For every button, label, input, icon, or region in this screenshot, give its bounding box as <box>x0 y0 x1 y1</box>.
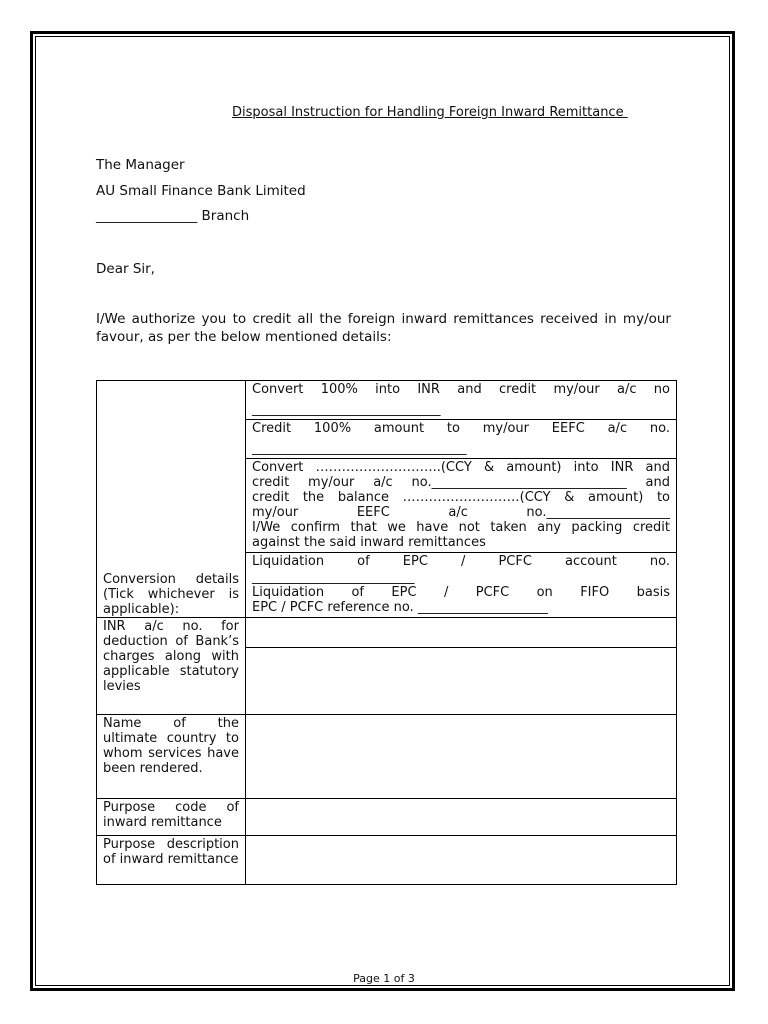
inr-account-cell <box>246 618 677 715</box>
table-row-inr-account <box>97 618 677 715</box>
option-text: credit my/our a/c no.______________________________ and <box>252 475 670 490</box>
account-blank[interactable]: _________________________________ <box>252 441 467 456</box>
document-title: Disposal Instruction for Handling Foreign Inward Remittance <box>232 105 628 120</box>
option-text: Convert 100% into INR and credit my/our a/c no <box>252 382 670 397</box>
page-number: Page 1 of 3 <box>353 972 415 985</box>
intro-paragraph: I/We authorize you to credit all the foreign inward remittances received in my/our favour, as per the below mentioned details: <box>96 311 671 345</box>
option-convert-100-inr[interactable] <box>246 381 676 420</box>
option-text: Convert ………………………..(CCY & amount) into INR and <box>252 460 670 475</box>
addressee-line-2: AU Small Finance Bank Limited <box>96 183 306 199</box>
conversion-options-cell <box>246 381 677 618</box>
option-text: Credit 100% amount to my/our EEFC a/c no. <box>252 421 670 436</box>
table-row-purpose-description <box>97 836 677 885</box>
option-liquidation-epc-account[interactable] <box>246 553 676 585</box>
purpose-code-label: Purpose code of inward remittance <box>97 799 246 836</box>
table-row-conversion <box>97 381 677 618</box>
option-text: against the said inward remittances <box>252 535 486 550</box>
remittance-details-table <box>96 380 677 885</box>
account-blank[interactable]: _________________________ <box>252 570 415 585</box>
option-text: Liquidation of EPC / PCFC account no. <box>252 554 670 569</box>
salutation: Dear Sir, <box>96 261 155 277</box>
table-row-country <box>97 715 677 799</box>
option-text: my/our EEFC a/c no.___________________ <box>252 505 670 520</box>
option-credit-100-eefc[interactable] <box>246 420 676 459</box>
reference-blank[interactable]: EPC / PCFC reference no. ____________________ <box>252 600 548 615</box>
option-text: I/We confirm that we have not taken any packing credit <box>252 520 670 535</box>
addressee-line-1: The Manager <box>96 157 185 173</box>
branch-field[interactable]: _______________ Branch <box>96 208 250 224</box>
option-liquidation-fifo[interactable] <box>246 585 676 617</box>
inr-account-field-1[interactable] <box>246 618 676 648</box>
country-label: Name of the ultimate country to whom services have been rendered. <box>97 715 246 799</box>
conversion-details-label: Conversion details (Tick whichever is applicable): <box>97 381 246 618</box>
inr-account-label: INR a/c no. for deduction of Bank’s charges along with applicable statutory levies <box>97 618 246 715</box>
table-row-purpose-code <box>97 799 677 836</box>
purpose-code-field[interactable] <box>246 799 677 836</box>
purpose-description-label: Purpose description of inward remittance <box>97 836 246 885</box>
inr-account-field-2[interactable] <box>246 648 676 714</box>
purpose-description-field[interactable] <box>246 836 677 885</box>
option-text: Liquidation of EPC / PCFC on FIFO basis <box>252 585 670 600</box>
option-convert-partial[interactable] <box>246 459 676 553</box>
option-text: credit the balance ………………………(CCY & amount) to <box>252 490 670 505</box>
account-blank[interactable]: _____________________________ <box>252 402 441 417</box>
country-field[interactable] <box>246 715 677 799</box>
